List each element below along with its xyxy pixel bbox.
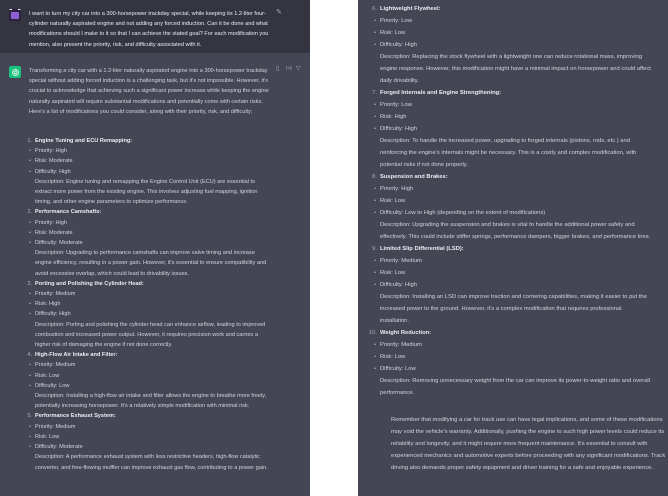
difficulty: • Difficulty: High <box>366 123 651 135</box>
description: Description: A performance exhaust system with less restrictive headers, high-flow catalytic converter, and free-flowing muffler can improve exhaust gas flow, contributing to a power gain. <box>35 454 268 471</box>
item-title: Limited Slip Differential (LSD): <box>380 246 464 252</box>
modification-item <box>366 87 651 171</box>
priority: • Priority: High <box>366 183 651 195</box>
priority: • Priority: Medium <box>366 339 651 351</box>
item-number: 4. <box>27 352 32 359</box>
item-number: 7. <box>372 90 377 96</box>
priority: • Priority: High <box>21 218 271 228</box>
modification-item <box>21 136 271 207</box>
difficulty: • Difficulty: High <box>366 279 651 291</box>
priority: • Priority: Medium <box>366 255 651 267</box>
item-number: 3. <box>27 280 32 287</box>
modification-item <box>366 171 651 243</box>
thumbs-down-icon[interactable]: ▽ <box>296 66 301 72</box>
risk: • Risk: Low <box>21 371 271 381</box>
item-number: 5. <box>27 413 32 420</box>
chat-panel-left <box>0 0 310 496</box>
edit-icon[interactable]: ✎ <box>276 9 282 16</box>
priority: • Priority: Low <box>366 15 651 27</box>
modification-item <box>21 350 271 411</box>
risk: • Risk: Moderate <box>21 156 271 166</box>
item-number: 2. <box>27 209 32 216</box>
modification-list-6-10 <box>366 3 651 399</box>
item-title: Weight Reduction: <box>380 330 432 336</box>
risk: • Risk: Low <box>21 432 271 442</box>
item-title: Lightweight Flywheel: <box>380 6 441 12</box>
item-title: Forged Internals and Engine Strengthening: <box>380 90 502 96</box>
item-title: High-Flow Air Intake and Filter: <box>35 352 118 359</box>
priority: • Priority: Medium <box>21 422 271 432</box>
description: Description: Upgrading the suspension and brakes is vital to handle the additional power safely and effectively. This could include stiffer springs, performance dampers, bigger brakes, and performance tires. <box>380 222 651 240</box>
priority: • Priority: Low <box>366 99 651 111</box>
description: Description: Engine tuning and remapping the Engine Control Unit (ECU) are essential to extract more power from the existing engine. This involves adjusting fuel mapping, ignition timing, and other engine parameters to optimize performance. <box>35 178 258 206</box>
difficulty: • Difficulty: High <box>21 167 271 177</box>
pixel-avatar-icon <box>9 9 21 21</box>
item-number: 1. <box>27 138 32 144</box>
item-number: 6. <box>372 6 377 12</box>
description: Description: Porting and polishing the cylinder head can enhance airflow, leading to improved combustion and increased power output. However, it requires precision work and carries a higher risk of damaging the engine if not done correctly. <box>35 321 266 349</box>
difficulty: • Difficulty: Low <box>366 363 651 375</box>
thumbs-up-icon[interactable]: 👍︎ <box>286 66 293 72</box>
item-title: Porting and Polishing the Cylinder Head: <box>35 280 144 287</box>
user-message-row <box>0 0 310 53</box>
description: Description: Removing unnecessary weight from the car can improve its power-to-weight ratio and overall performance. <box>380 378 650 396</box>
risk: • Risk: Low <box>366 351 651 363</box>
item-title: Performance Camshafts: <box>35 209 102 216</box>
chatgpt-logo-icon <box>9 66 21 78</box>
description: Description: Installing a high-flow air intake and filter allows the engine to breathe more freely, potentially increasing horsepower. It's a relatively simple modification with minimal risk. <box>35 393 267 410</box>
description: Description: Installing an LSD can improve traction and cornering capabilities, making it easier to put the increased power to the ground. However, it's a complex modification that requires professional installation. <box>380 294 647 324</box>
modification-item <box>366 327 651 399</box>
priority: • Priority: Medium <box>21 289 271 299</box>
difficulty: • Difficulty: High <box>366 39 651 51</box>
closing-paragraph: Remember that modifying a car for track use can have legal implications, and some of these modifications may void the vehicle's warranty. Additionally, pushing the engine to such high power levels could reduce its reliability and longevity, and it might require more frequent maintenance. It's essential to consult with experienced mechanics and automotive experts before proceeding with any significant modifications. Track driving also demands proper safety equipment and driver training for a safe and enjoyable experience. <box>391 417 666 471</box>
modification-item <box>366 243 651 327</box>
difficulty: • Difficulty: Moderate <box>21 442 271 452</box>
description: Description: Replacing the stock flywheel with a lightweight one can reduce rotational mass, improving engine response. However, this modification might have a minimal impact on horsepower and could affect daily drivability. <box>380 54 651 84</box>
item-title: Suspension and Brakes: <box>380 174 448 180</box>
risk: • Risk: High <box>21 299 271 309</box>
difficulty: • Difficulty: Low <box>21 381 271 391</box>
risk: • Risk: Low <box>366 195 651 207</box>
risk: • Risk: Low <box>366 27 651 39</box>
modification-list-1-5 <box>21 136 271 473</box>
difficulty: • Difficulty: High <box>21 309 271 319</box>
risk: • Risk: High <box>366 111 651 123</box>
item-number: 8. <box>372 174 377 180</box>
risk: • Risk: Moderate <box>21 228 271 238</box>
description: Description: Upgrading to performance camshafts can improve valve timing and increase engine efficiency, resulting in a power gain. However, it's essential to ensure compatibility and avoid excessive overlap, which could lead to drivability issues. <box>35 250 267 277</box>
assistant-intro-text: Transforming a city car with a 1.2-liter naturally aspirated engine into a 300-horsepower trackday special without adding forced induction is a challenging task, but it's not impossible. However, it's crucial to acknowledge that achieving such a significant power increase while keeping the engine naturally aspirated will require substantial modifications and potentially come with certain risks. Here's a list of modifications you could consider, along with their priority, risk, and difficulty: <box>29 68 269 115</box>
item-number: 9. <box>372 246 377 252</box>
item-title: Engine Tuning and ECU Remapping: <box>35 138 133 144</box>
difficulty: • Difficulty: Low to High (depending on the extent of modifications) <box>366 207 651 219</box>
priority: • Priority: High <box>21 146 271 156</box>
copy-icon[interactable]: ▯ <box>276 66 280 72</box>
message-actions <box>276 66 302 73</box>
item-title: Performance Exhaust System: <box>35 413 116 420</box>
modification-item <box>21 207 271 278</box>
modification-item <box>21 411 271 472</box>
item-number: 10. <box>368 330 377 336</box>
risk: • Risk: Low <box>366 267 651 279</box>
difficulty: • Difficulty: Moderate <box>21 238 271 248</box>
chat-panel-right <box>358 0 668 496</box>
priority: • Priority: Medium <box>21 360 271 370</box>
description: Description: To handle the increased power, upgrading to forged internals (pistons, rods, etc.) and reinforcing the engine's internals might be necessary. This is a costly and complex modification, with potential risks if not done properly. <box>380 138 637 168</box>
modification-item <box>366 3 651 87</box>
modification-item <box>21 279 271 350</box>
user-message-text: I want to turn my city car into a 300-horsepower trackday special, while keeping its 1.2-liter four-cylinder naturally aspirated engine and not adding any forced induction. Can it be done and what modifications should I make to it so that I can achieve the stated goal? For each modification you mention, also present the priority, risk, and difficulty associated with it. <box>29 11 269 48</box>
